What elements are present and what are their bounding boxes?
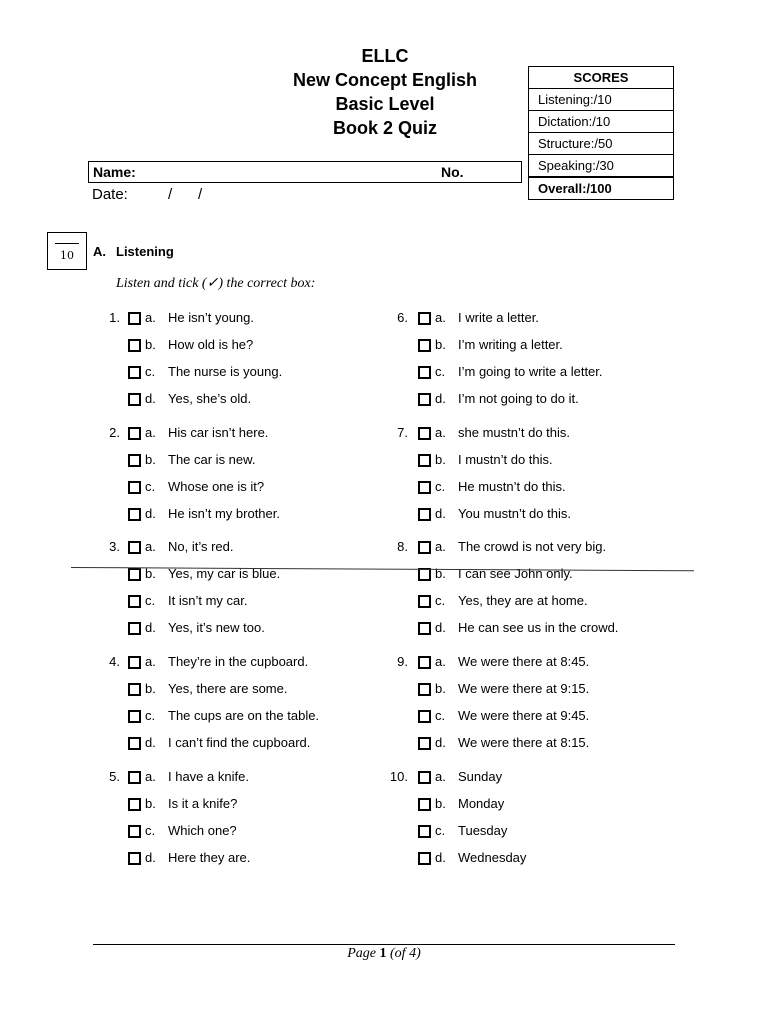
question-number: 4.: [109, 654, 120, 669]
quiz-title: [230, 44, 540, 140]
option-letter: c.: [145, 479, 156, 494]
date-label: Date:: [92, 186, 128, 203]
student-number-label: No.: [441, 164, 464, 180]
option-letter: c.: [435, 823, 446, 838]
option-text: Yes, they are at home.: [458, 593, 588, 608]
option-text: He isn’t young.: [168, 310, 254, 325]
option-letter: b.: [145, 337, 156, 352]
option-text: He isn’t my brother.: [168, 506, 280, 521]
option-text: He can see us in the crowd.: [458, 620, 619, 635]
option-text: His car isn’t here.: [168, 425, 269, 440]
score-structure: Structure:/50: [529, 132, 673, 154]
scores-heading: SCORES: [573, 70, 629, 85]
option-letter: b.: [145, 796, 156, 811]
answer-checkbox[interactable]: [418, 798, 431, 811]
option-text: We were there at 8:15.: [458, 735, 590, 750]
page-number: 1: [379, 946, 387, 961]
section-title: Listening: [116, 244, 174, 259]
option-text: I can see John only.: [458, 566, 573, 581]
answer-checkbox[interactable]: [128, 771, 141, 784]
option-text: I write a letter.: [458, 310, 539, 325]
option-text: How old is he?: [168, 337, 254, 352]
option-letter: a.: [145, 654, 156, 669]
option-text: Monday: [458, 796, 505, 811]
answer-checkbox[interactable]: [128, 427, 141, 440]
option-letter: d.: [145, 850, 156, 865]
option-text: Yes, she’s old.: [168, 391, 252, 406]
option-letter: b.: [435, 452, 446, 467]
option-text: I’m writing a letter.: [458, 337, 563, 352]
page-footer: [0, 946, 768, 962]
option-text: Yes, there are some.: [168, 681, 288, 696]
option-text: They’re in the cupboard.: [168, 654, 309, 669]
answer-checkbox[interactable]: [418, 427, 431, 440]
answer-checkbox[interactable]: [418, 312, 431, 325]
option-text: The nurse is young.: [168, 364, 283, 379]
option-letter: d.: [145, 735, 156, 750]
answer-checkbox[interactable]: [418, 852, 431, 865]
option-text: You mustn’t do this.: [458, 506, 571, 521]
answer-checkbox[interactable]: [128, 656, 141, 669]
option-letter: d.: [435, 735, 446, 750]
page-total: (of 4): [390, 946, 421, 961]
answer-checkbox[interactable]: [418, 622, 431, 635]
option-text: We were there at 8:45.: [458, 654, 590, 669]
question-number: 5.: [109, 769, 120, 784]
option-text: I’m not going to do it.: [458, 391, 579, 406]
option-letter: b.: [435, 337, 446, 352]
question-number: 2.: [109, 425, 120, 440]
option-text: He mustn’t do this.: [458, 479, 566, 494]
question-number: 9.: [397, 654, 408, 669]
answer-checkbox[interactable]: [128, 622, 141, 635]
option-letter: b.: [435, 681, 446, 696]
option-letter: a.: [435, 425, 446, 440]
option-text: Tuesday: [458, 823, 508, 838]
question-number: 10.: [389, 769, 408, 784]
option-letter: c.: [145, 823, 156, 838]
name-field[interactable]: [88, 161, 522, 183]
score-dictation: Dictation:/10: [529, 110, 673, 132]
score-overall: Overall:/100: [529, 176, 673, 199]
answer-checkbox[interactable]: [128, 393, 141, 406]
option-text: The crowd is not very big.: [458, 539, 607, 554]
option-letter: c.: [145, 593, 156, 608]
option-letter: d.: [435, 850, 446, 865]
option-letter: b.: [435, 566, 446, 581]
option-letter: c.: [435, 708, 446, 723]
answer-checkbox[interactable]: [128, 508, 141, 521]
option-text: I’m going to write a letter.: [458, 364, 603, 379]
answer-checkbox[interactable]: [418, 366, 431, 379]
answer-checkbox[interactable]: [128, 798, 141, 811]
name-label: Name:: [93, 164, 136, 180]
scores-table: [528, 66, 674, 200]
section-score-box[interactable]: [47, 232, 87, 270]
option-text: she mustn’t do this.: [458, 425, 570, 440]
answer-checkbox[interactable]: [418, 454, 431, 467]
option-letter: c.: [145, 364, 156, 379]
answer-checkbox[interactable]: [128, 710, 141, 723]
option-letter: a.: [435, 769, 446, 784]
option-letter: b.: [145, 681, 156, 696]
option-letter: d.: [145, 620, 156, 635]
answer-checkbox[interactable]: [128, 737, 141, 750]
answer-checkbox[interactable]: [128, 481, 141, 494]
answer-checkbox[interactable]: [418, 710, 431, 723]
title-line-school: ELLC: [361, 46, 409, 66]
option-letter: d.: [435, 391, 446, 406]
option-letter: c.: [435, 479, 446, 494]
answer-checkbox[interactable]: [128, 541, 141, 554]
question-number: 3.: [109, 539, 120, 554]
question-number: 8.: [397, 539, 408, 554]
score-out-of: 10: [60, 249, 74, 262]
option-text: The car is new.: [168, 452, 256, 467]
option-letter: d.: [145, 391, 156, 406]
score-listening: Listening:/10: [529, 88, 673, 110]
option-text: Here they are.: [168, 850, 251, 865]
option-letter: d.: [435, 620, 446, 635]
question-number: 7.: [397, 425, 408, 440]
title-line-level: Basic Level: [335, 94, 435, 114]
option-text: Yes, my car is blue.: [168, 566, 281, 581]
answer-checkbox[interactable]: [128, 825, 141, 838]
option-text: Whose one is it?: [168, 479, 265, 494]
score-blank: [55, 243, 79, 244]
option-letter: a.: [145, 539, 156, 554]
answer-checkbox[interactable]: [128, 683, 141, 696]
option-letter: c.: [435, 364, 446, 379]
answer-checkbox[interactable]: [128, 595, 141, 608]
title-line-course: New Concept English: [292, 70, 478, 90]
answer-checkbox[interactable]: [418, 568, 431, 581]
option-text: I mustn’t do this.: [458, 452, 553, 467]
answer-checkbox[interactable]: [128, 852, 141, 865]
option-letter: a.: [435, 310, 446, 325]
option-text: It isn’t my car.: [168, 593, 248, 608]
option-text: We were there at 9:45.: [458, 708, 590, 723]
score-speaking: Speaking:/30: [529, 154, 673, 176]
footer-rule: [93, 944, 675, 945]
section-letter: A.: [93, 244, 106, 259]
option-letter: a.: [145, 425, 156, 440]
page-prefix: Page: [347, 946, 377, 961]
answer-checkbox[interactable]: [418, 541, 431, 554]
answer-checkbox[interactable]: [418, 771, 431, 784]
answer-checkbox[interactable]: [418, 825, 431, 838]
option-text: Is it a knife?: [168, 796, 238, 811]
answer-checkbox[interactable]: [128, 339, 141, 352]
answer-checkbox[interactable]: [128, 312, 141, 325]
option-letter: d.: [435, 506, 446, 521]
answer-checkbox[interactable]: [128, 568, 141, 581]
option-text: No, it’s red.: [168, 539, 234, 554]
answer-checkbox[interactable]: [418, 595, 431, 608]
date-separator-2: /: [198, 186, 203, 203]
option-text: Which one?: [168, 823, 237, 838]
question-number: 6.: [397, 310, 408, 325]
answer-checkbox[interactable]: [128, 366, 141, 379]
answer-checkbox[interactable]: [418, 656, 431, 669]
option-text: The cups are on the table.: [168, 708, 320, 723]
section-instruction: Listen and tick (✓) the correct box:: [116, 276, 316, 291]
section-heading: [93, 244, 174, 259]
option-text: I have a knife.: [168, 769, 249, 784]
option-text: We were there at 9:15.: [458, 681, 590, 696]
date-field[interactable]: [92, 185, 203, 205]
question-number: 1.: [109, 310, 120, 325]
answer-checkbox[interactable]: [418, 481, 431, 494]
date-separator-1: /: [168, 186, 173, 203]
title-line-quiz: Book 2 Quiz: [332, 118, 437, 138]
stray-line: [71, 567, 694, 571]
option-text: Sunday: [458, 769, 503, 784]
option-letter: a.: [145, 769, 156, 784]
option-letter: c.: [435, 593, 446, 608]
option-text: Wednesday: [458, 850, 527, 865]
option-text: I can’t find the cupboard.: [168, 735, 311, 750]
option-letter: d.: [145, 506, 156, 521]
answer-checkbox[interactable]: [418, 737, 431, 750]
option-letter: b.: [145, 566, 156, 581]
option-text: Yes, it’s new too.: [168, 620, 265, 635]
answer-checkbox[interactable]: [128, 454, 141, 467]
option-letter: b.: [145, 452, 156, 467]
option-letter: a.: [145, 310, 156, 325]
option-letter: a.: [435, 654, 446, 669]
answer-checkbox[interactable]: [418, 683, 431, 696]
answer-checkbox[interactable]: [418, 393, 431, 406]
answer-checkbox[interactable]: [418, 339, 431, 352]
option-letter: a.: [435, 539, 446, 554]
option-letter: c.: [145, 708, 156, 723]
answer-checkbox[interactable]: [418, 508, 431, 521]
option-letter: b.: [435, 796, 446, 811]
